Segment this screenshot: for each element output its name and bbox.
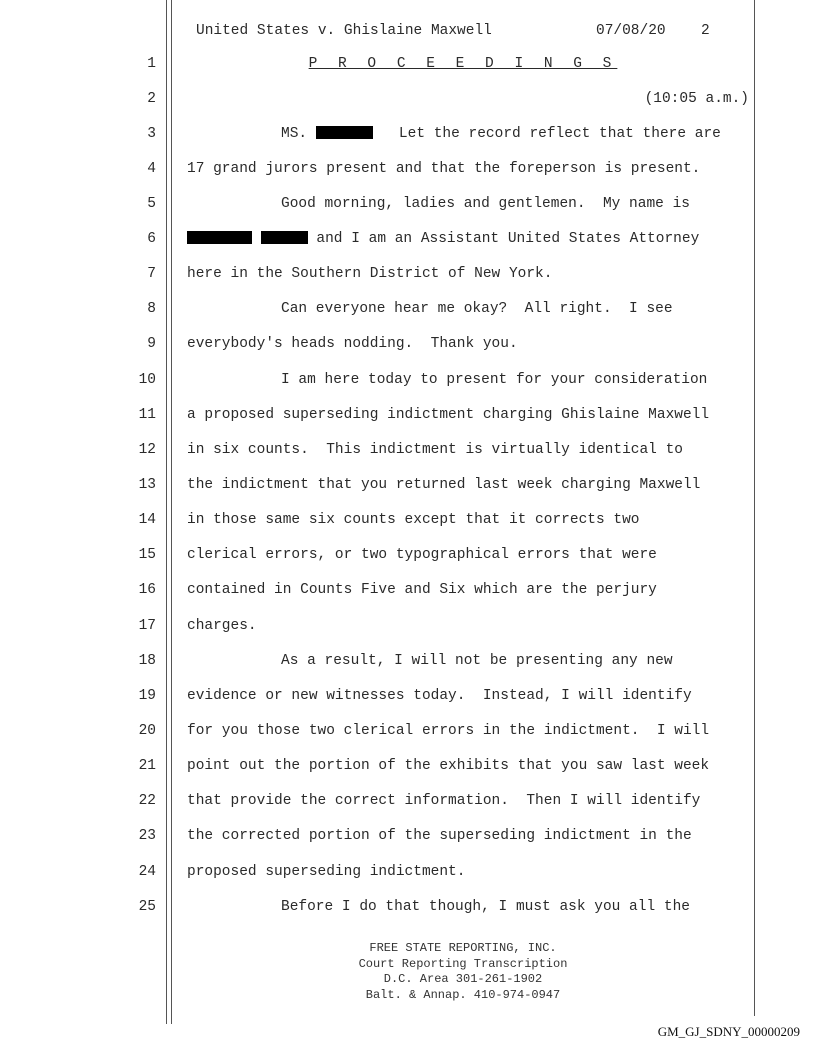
line-number: 8 [147,301,156,317]
footer-service: Court Reporting Transcription [358,956,568,971]
page-number: 2 [701,23,710,39]
redaction-box [187,231,252,244]
transcript-line [0,891,816,926]
transcript-line [0,258,816,293]
transcript-line [0,469,816,504]
line-number: 6 [147,231,156,247]
transcript-line [0,574,816,609]
line-text: the corrected portion of the superseding indictment in the [187,828,692,844]
line-text: clerical errors, or two typographical errors that were [187,547,657,563]
line-text [187,231,699,247]
line-number: 24 [138,864,156,880]
transcript-line [0,715,816,750]
transcript-line [0,539,816,574]
transcript-date: 07/08/20 [596,23,666,39]
line-text [281,126,721,142]
transcript-line [0,750,816,785]
transcript-line [0,504,816,539]
line-text: in six counts. This indictment is virtually identical to [187,442,683,458]
redaction-box [261,231,308,244]
line-text: point out the portion of the exhibits that you saw last week [187,758,710,774]
transcript-line [0,48,816,83]
transcript-line [0,223,816,258]
line-number: 9 [147,336,156,352]
transcript-line [0,118,816,153]
footer-phone-dc: D.C. Area 301-261-1902 [383,972,543,986]
bates-number: GM_GJ_SDNY_00000209 [657,1024,800,1039]
line-number: 3 [147,126,156,142]
line-number: 12 [138,442,156,458]
transcript-line [0,399,816,434]
transcript-line [0,328,816,363]
line-number: 19 [138,688,156,704]
transcript-line [0,188,816,223]
line-number: 18 [138,653,156,669]
transcript-line [0,785,816,820]
line-number: 15 [138,547,156,563]
line-text: As a result, I will not be presenting any new [281,653,673,669]
reporter-footer [172,941,754,1003]
line-text: charges. [187,618,257,634]
line-text: contained in Counts Five and Six which are the perjury [187,582,657,598]
line-number: 16 [138,582,156,598]
line-number: 25 [138,899,156,915]
transcript-line [0,153,816,188]
line-number: 5 [147,196,156,212]
line-text: Can everyone hear me okay? All right. I see [281,301,673,317]
footer-phone-balt: Balt. & Annap. 410-974-0947 [365,987,561,1002]
line-text: in those same six counts except that it corrects two [187,512,640,528]
transcript-line [0,610,816,645]
redaction-box [316,126,373,139]
line-text: 17 grand jurors present and that the foreperson is present. [187,161,701,177]
line-text: I am here today to present for your consideration [281,372,708,388]
line-number: 20 [138,723,156,739]
line-number: 1 [147,56,156,72]
transcript-line [0,820,816,855]
line-text: Before I do that though, I must ask you all the [281,899,690,915]
speaker-text: Let the record reflect that there are [398,126,721,142]
time-stamp: (10:05 a.m.) [644,91,749,107]
line-number: 13 [138,477,156,493]
line-text: here in the Southern District of New York. [187,266,553,282]
line-number: 7 [147,266,156,282]
line-text: for you those two clerical errors in the indictment. I will [187,723,710,739]
speaker-text: and I am an Assistant United States Attorney [316,231,700,247]
line-text: everybody's heads nodding. Thank you. [187,336,518,352]
transcript-line [0,364,816,399]
line-text: the indictment that you returned last week charging Maxwell [187,477,701,493]
line-text: evidence or new witnesses today. Instead, I will identify [187,688,692,704]
transcript-line [0,83,816,118]
case-title: United States v. Ghislaine Maxwell [196,23,492,39]
line-text: proposed superseding indictment. [187,864,466,880]
line-number: 21 [138,758,156,774]
transcript-line [0,680,816,715]
transcript-line [0,645,816,680]
line-number: 2 [147,91,156,107]
speaker-prefix: MS. [281,126,308,142]
line-number: 22 [138,793,156,809]
line-text: Good morning, ladies and gentlemen. My name is [281,196,690,212]
line-number: 14 [138,512,156,528]
transcript-line [0,293,816,328]
line-number: 23 [138,828,156,844]
line-number: 10 [138,372,156,388]
line-text: that provide the correct information. Then I will identify [187,793,701,809]
line-number: 4 [147,161,156,177]
line-number: 17 [138,618,156,634]
line-number: 11 [138,407,156,423]
transcript-line [0,856,816,891]
transcript-line [0,434,816,469]
footer-company: FREE STATE REPORTING, INC. [369,941,557,955]
proceedings-heading: P R O C E E D I N G S [308,56,618,72]
line-text: a proposed superseding indictment charging Ghislaine Maxwell [187,407,710,423]
